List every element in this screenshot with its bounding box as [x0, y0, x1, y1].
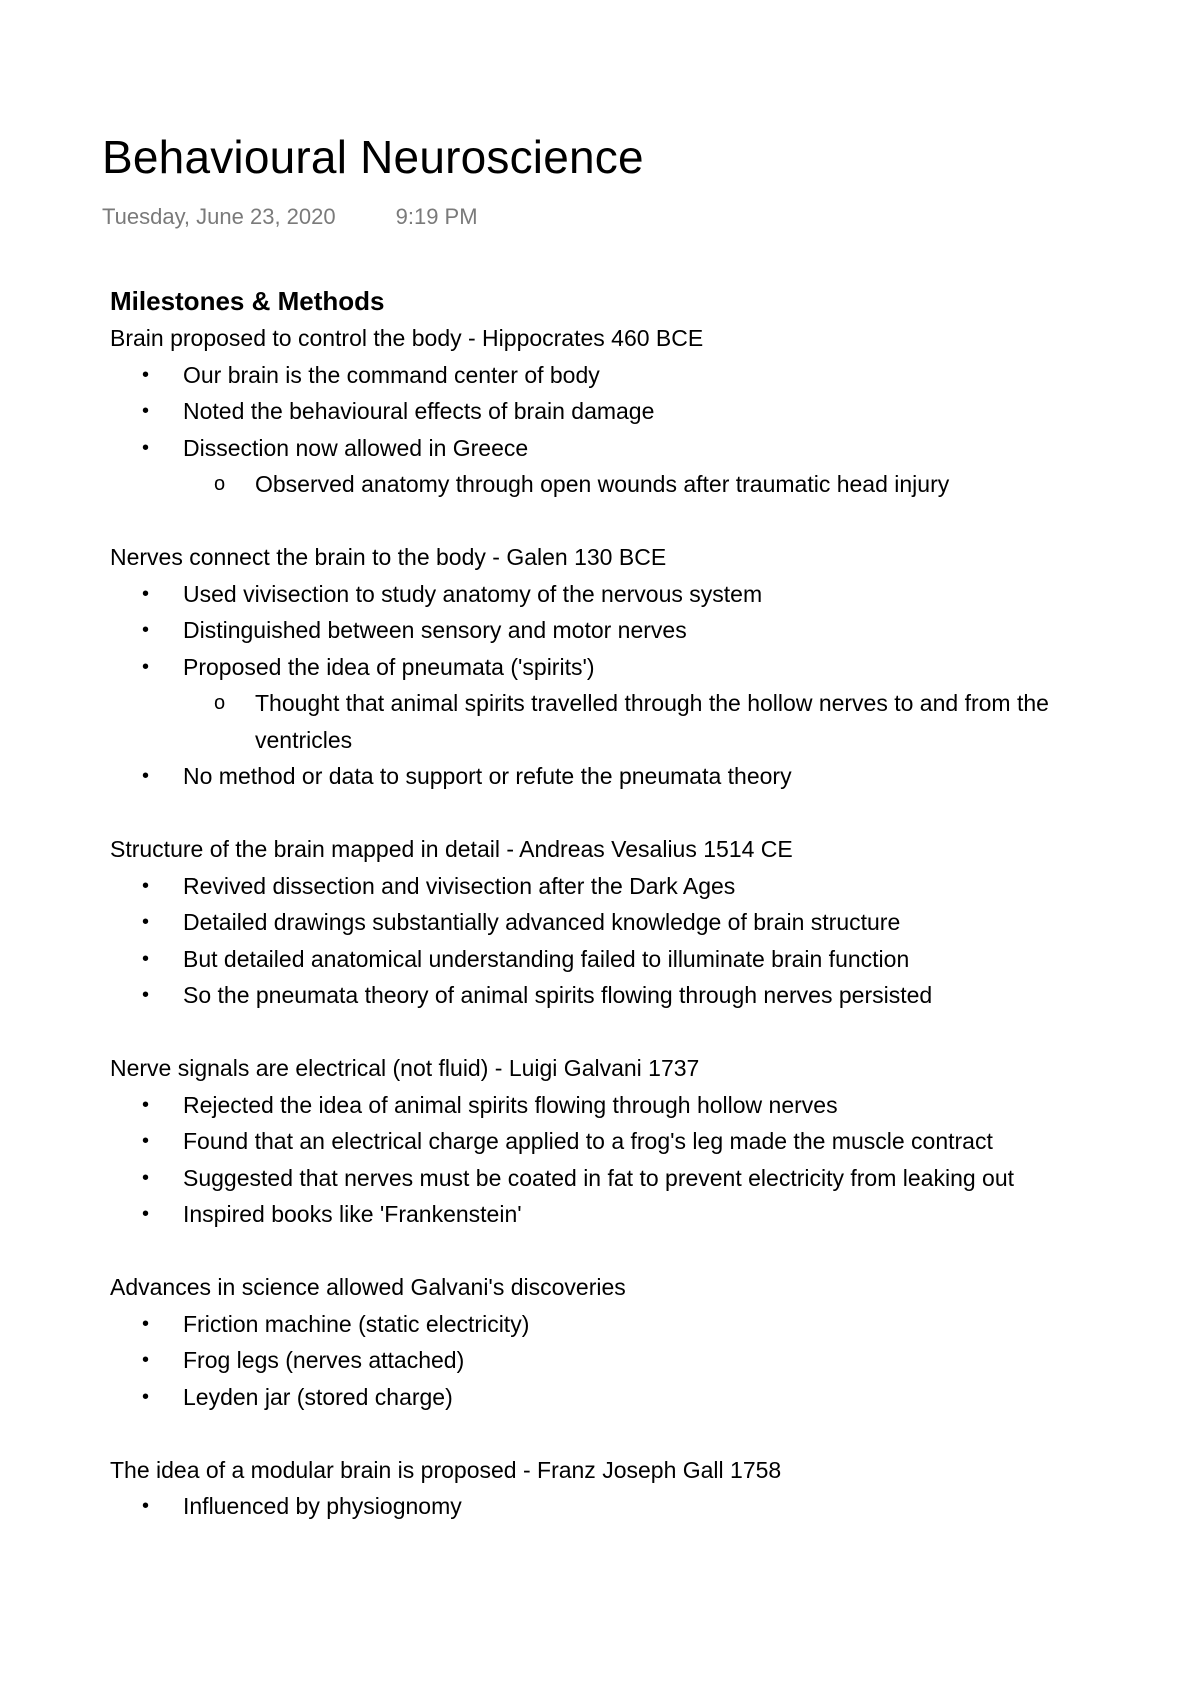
list-item-text: So the pneumata theory of animal spirits flowing through nerves persisted — [183, 982, 933, 1008]
bullet-icon: • — [142, 400, 150, 422]
list-item-text: Found that an electrical charge applied to a frog's leg made the muscle contract — [183, 1128, 993, 1154]
bullet-list — [110, 1306, 1150, 1416]
sub-list-item-text: Thought that animal spirits travelled through the hollow nerves to and from the ventricles — [255, 690, 1049, 753]
list-item-text: Noted the behavioural effects of brain damage — [183, 398, 655, 424]
bullet-icon: • — [142, 984, 150, 1006]
list-item-text: Influenced by physiognomy — [183, 1493, 462, 1519]
bullet-icon: • — [142, 947, 150, 970]
list-item — [110, 1123, 1090, 1160]
list-item-text: Inspired books like 'Frankenstein' — [183, 1201, 522, 1227]
list-item — [110, 1306, 1150, 1343]
list-item — [110, 357, 1150, 394]
sub-bullet-list — [183, 685, 1150, 758]
bullet-icon: • — [142, 1495, 150, 1517]
spacer — [110, 1014, 1150, 1051]
bullet-icon: • — [142, 1385, 150, 1408]
list-item — [110, 612, 1150, 649]
list-item — [110, 1160, 1090, 1197]
bullet-icon: • — [142, 436, 150, 459]
bullet-icon: • — [142, 619, 150, 641]
topic-vesalius: Structure of the brain mapped in detail - Andreas Vesalius 1514 CE — [110, 836, 793, 862]
bullet-icon: • — [142, 655, 150, 678]
spacer — [110, 1415, 1150, 1452]
list-item — [110, 430, 1150, 503]
bullet-icon: • — [142, 765, 150, 787]
bullet-list — [110, 1488, 1150, 1525]
topic-hippocrates: Brain proposed to control the body - Hippocrates 460 BCE — [110, 325, 704, 351]
topic-galen: Nerves connect the brain to the body - Galen 130 BCE — [110, 544, 667, 570]
spacer — [110, 503, 1150, 540]
bullet-list — [110, 1087, 1090, 1233]
bullet-icon: • — [142, 911, 150, 933]
list-item-text: Detailed drawings substantially advanced knowledge of brain structure — [183, 909, 901, 935]
section-heading: Milestones & Methods — [110, 286, 385, 316]
topic-gall: The idea of a modular brain is proposed - Franz Joseph Gall 1758 — [110, 1456, 782, 1483]
list-item — [110, 1488, 1150, 1525]
spacer — [110, 1233, 1150, 1270]
list-item — [110, 393, 1150, 430]
bullet-icon: • — [142, 1349, 150, 1371]
sub-bullet-list — [183, 466, 1150, 503]
list-item-text: Leyden jar (stored charge) — [183, 1383, 453, 1410]
list-item-text: Our brain is the command center of body — [183, 361, 600, 388]
list-item-text: Suggested that nerves must be coated in fat to prevent electricity from leaking out — [183, 1164, 1015, 1191]
topic-advances: Advances in science allowed Galvani's discoveries — [110, 1274, 626, 1300]
page-timestamp — [102, 204, 478, 230]
list-item — [110, 941, 1150, 978]
sub-list-item-text: Observed anatomy through open wounds after traumatic head injury — [255, 471, 950, 497]
list-item — [110, 1342, 1150, 1379]
bullet-list — [110, 357, 1150, 503]
list-item — [110, 649, 1150, 759]
bullet-icon: • — [142, 874, 150, 897]
list-item-text: Proposed the idea of pneumata ('spirits') — [183, 653, 595, 680]
list-item-text: No method or data to support or refute the pneumata theory — [183, 763, 792, 789]
bullet-icon: • — [142, 1130, 150, 1152]
page-title: Behavioural Neuroscience — [102, 131, 644, 183]
list-item-text: But detailed anatomical understanding failed to illuminate brain function — [183, 945, 910, 972]
list-item — [110, 1196, 1090, 1233]
list-item-text: Dissection now allowed in Greece — [183, 434, 529, 461]
topic-galvani: Nerve signals are electrical (not fluid) - Luigi Galvani 1737 — [110, 1055, 700, 1081]
list-item — [110, 576, 1150, 613]
page-time: 9:19 PM — [395, 204, 478, 229]
bullet-icon: • — [142, 1312, 150, 1335]
sub-list-item — [183, 685, 1115, 758]
bullet-list — [110, 576, 1150, 795]
list-item-text: Rejected the idea of animal spirits flowing through hollow nerves — [183, 1091, 838, 1118]
list-item-text: Frog legs (nerves attached) — [183, 1347, 465, 1373]
list-item-text: Friction machine (static electricity) — [183, 1310, 530, 1337]
note-body — [110, 282, 1150, 1525]
bullet-icon: • — [142, 582, 150, 605]
bullet-icon: • — [142, 363, 150, 386]
list-item-text: Distinguished between sensory and motor nerves — [183, 617, 687, 643]
list-item-text: Revived dissection and vivisection after the Dark Ages — [183, 872, 736, 899]
list-item-text: Used vivisection to study anatomy of the nervous system — [183, 580, 763, 607]
list-item — [110, 758, 1150, 795]
list-item — [110, 1087, 1090, 1124]
list-item — [110, 977, 1150, 1014]
list-item — [110, 868, 1150, 905]
bullet-icon: • — [142, 1093, 150, 1116]
sub-bullet-icon: o — [214, 692, 226, 714]
spacer — [110, 795, 1150, 832]
bullet-icon: • — [142, 1203, 150, 1225]
page-date: Tuesday, June 23, 2020 — [102, 204, 336, 229]
bullet-icon: • — [142, 1166, 150, 1189]
bullet-list — [110, 868, 1150, 1014]
list-item — [110, 904, 1150, 941]
sub-bullet-icon: o — [214, 473, 226, 495]
sub-list-item — [183, 466, 1150, 503]
list-item — [110, 1379, 1150, 1416]
